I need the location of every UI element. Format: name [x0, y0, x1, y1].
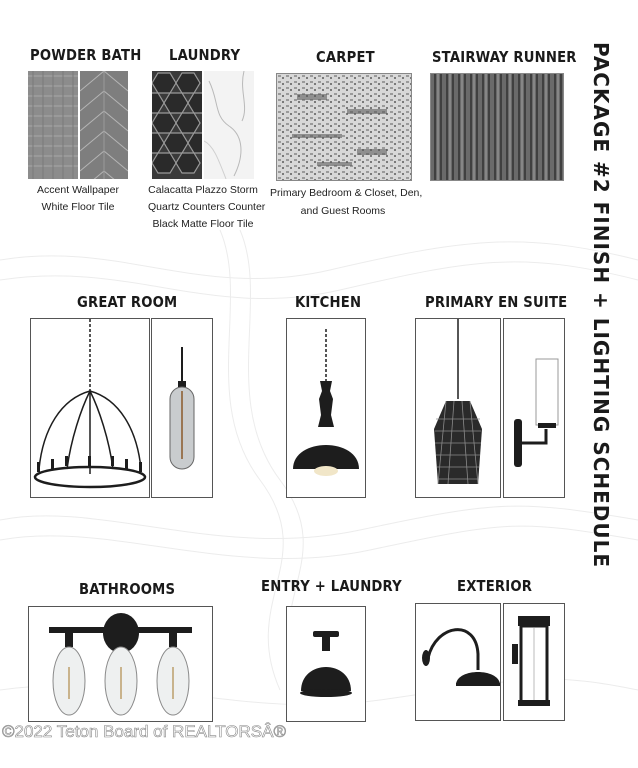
stairway-runner-swatch	[430, 73, 564, 181]
kitchen-title: KITCHEN	[295, 293, 362, 311]
laundry-title: LAUNDRY	[169, 46, 241, 64]
laundry-caption-3: Black Matte Floor Tile	[152, 218, 254, 230]
exterior-title: EXTERIOR	[457, 577, 533, 595]
laundry-caption-1: Calacatta Plazzo Storm	[148, 184, 258, 196]
carpet-swatch	[276, 73, 412, 181]
stairway-runner-title: STAIRWAY RUNNER	[432, 48, 577, 66]
great-room-chandelier-frame	[30, 318, 150, 498]
bathrooms-vanity-light-frame	[28, 606, 213, 722]
accent-wallpaper-swatch	[28, 71, 78, 179]
black-matte-hex-tile-swatch	[152, 71, 202, 179]
powder-bath-caption-2: White Floor Tile	[41, 201, 115, 213]
great-room-title: GREAT ROOM	[77, 293, 178, 311]
carpet-caption-2: and Guest Rooms	[300, 205, 386, 217]
en-suite-woven-pendant-frame	[415, 318, 501, 498]
great-room-glass-pendant-frame	[151, 318, 213, 498]
exterior-lantern-frame	[503, 603, 565, 721]
bathrooms-title: BATHROOMS	[79, 580, 176, 598]
en-suite-wall-sconce-frame	[503, 318, 565, 498]
calacatta-quartz-swatch	[204, 71, 254, 179]
laundry-caption-2: Quartz Counters Counter	[148, 201, 266, 213]
powder-bath-caption-1: Accent Wallpaper	[37, 184, 119, 196]
powder-bath-title: POWDER BATH	[30, 46, 142, 64]
entry-laundry-semi-flush-frame	[286, 606, 366, 722]
carpet-title: CARPET	[316, 48, 375, 66]
entry-laundry-title: ENTRY + LAUNDRY	[261, 577, 402, 595]
primary-en-suite-title: PRIMARY EN SUITE	[425, 293, 568, 311]
kitchen-dome-pendant-frame	[286, 318, 366, 498]
copyright-watermark: ©2022 Teton Board of REALTORSÂ®	[2, 722, 286, 741]
package-side-title: PACKAGE #2 FINISH + LIGHTING SCHEDULE	[589, 42, 613, 569]
white-floor-tile-swatch	[80, 71, 128, 179]
exterior-gooseneck-light-frame	[415, 603, 501, 721]
carpet-caption-1: Primary Bedroom & Closet, Den,	[270, 187, 423, 199]
